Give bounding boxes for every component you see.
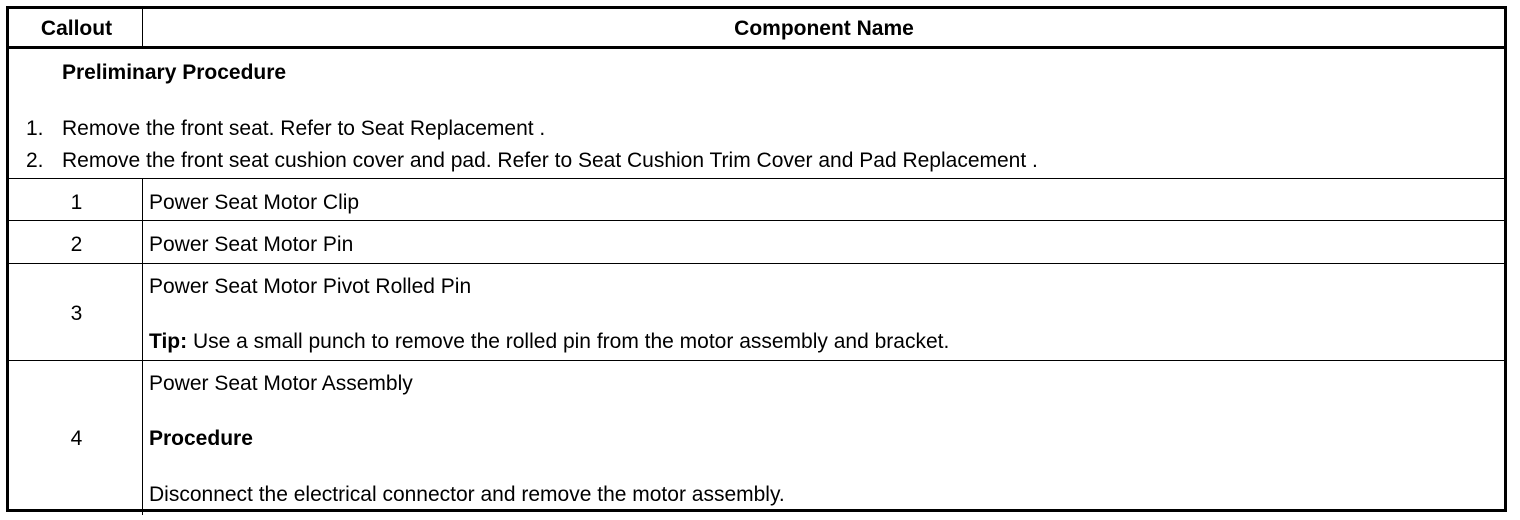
component-table [6, 6, 1507, 512]
component-name: Power Seat Motor Assembly [149, 372, 413, 395]
step-number: 2. [26, 149, 44, 172]
header-callout: Callout [40, 17, 113, 40]
row-divider [9, 360, 1504, 361]
component-name: Power Seat Motor Pin [149, 233, 354, 256]
tip-text: Use a small punch to remove the rolled pin from the motor assembly and bracket. [187, 330, 950, 353]
procedure-label: Procedure [149, 427, 253, 450]
component-name: Power Seat Motor Pivot Rolled Pin [149, 275, 472, 298]
callout-number: 2 [70, 233, 83, 256]
step-text: Remove the front seat cushion cover and pad. Refer to Seat Cushion Trim Cover and Pad Replacement . [62, 149, 1038, 172]
step-text: Remove the front seat. Refer to Seat Replacement . [62, 117, 546, 140]
callout-number: 1 [70, 191, 83, 214]
row-divider [9, 263, 1504, 264]
row-divider [9, 178, 1504, 179]
callout-divider [142, 179, 143, 515]
row-divider [9, 220, 1504, 221]
header-component-name: Component Name [734, 17, 914, 40]
step-number: 1. [26, 117, 44, 140]
callout-number: 3 [70, 302, 83, 325]
tip-label: Tip: [149, 330, 188, 353]
tip-note [149, 330, 949, 354]
preliminary-title: Preliminary Procedure [62, 61, 287, 84]
procedure-text: Disconnect the electrical connector and remove the motor assembly. [149, 483, 785, 506]
header-bottom-border [9, 46, 1504, 49]
callout-number: 4 [70, 427, 83, 450]
component-name: Power Seat Motor Clip [149, 191, 360, 214]
